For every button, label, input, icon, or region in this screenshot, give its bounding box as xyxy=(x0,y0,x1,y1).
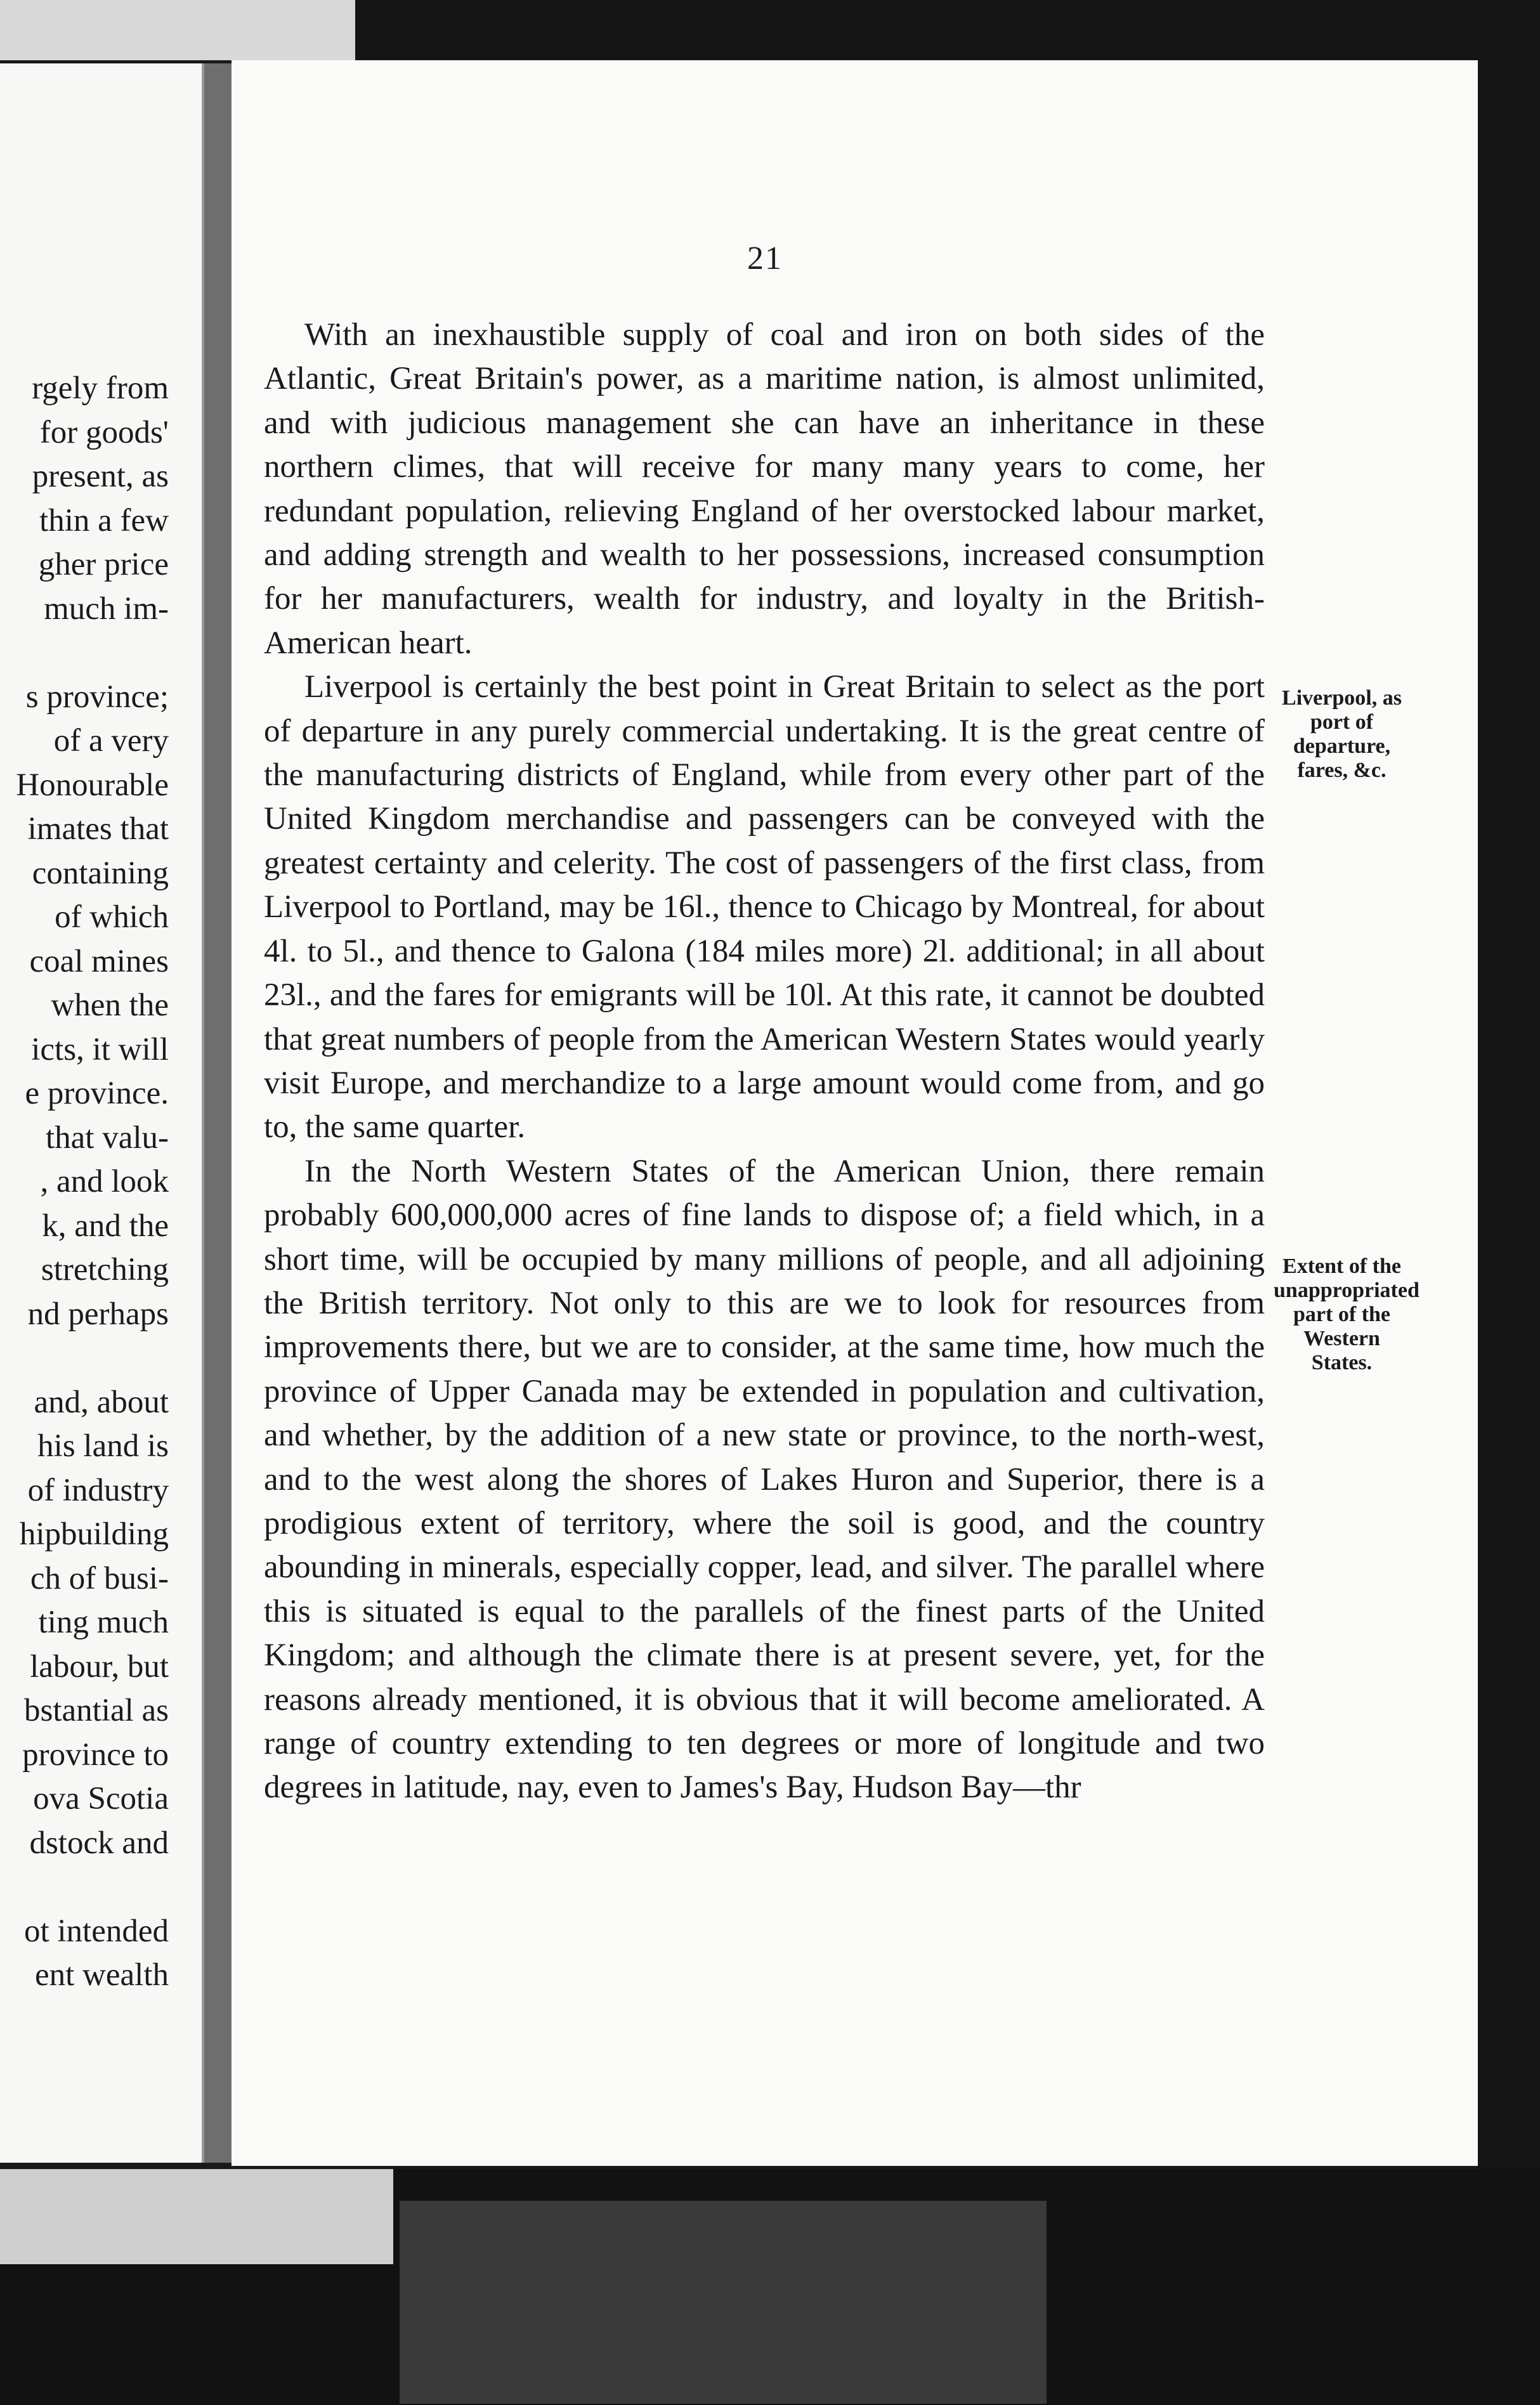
left-page-line: of a very xyxy=(53,723,169,759)
left-page-line: when the xyxy=(51,987,169,1023)
left-page-line: icts, it will xyxy=(31,1031,169,1067)
left-page-line: dstock and xyxy=(29,1825,169,1861)
paragraph-3: In the North Western States of the American Union, there remain probably 600,000,000 acres of fine lands to dispose of; a field which, in a short time, will be occupied by many millions of people, and all adjoining the British territory. Not only to this are we to look for resources from improvements there, but we are to consider, at the same time, how much the province of Upper Canada may be extended in population and cultivation, and whether, by the addition of a new state or province, to the north-west, and to the west along the shores of Lakes Huron and Superior, there is a prodigious extent of territory, where the soil is good, and the country abounding in minerals, especially copper, lead, and silver. The parallel where this is situated is equal to the parallels of the finest parts of the United Kingdom; and although the climate there is at present severe, yet, for the reasons already mentioned, it is obvious that it will become ameliorated. A range of country extending to ten degrees or more of longitude and two degrees in latitude, nay, even to James's Bay, Hudson Bay—thr xyxy=(264,1153,1265,1806)
left-page-line: and, about xyxy=(34,1384,169,1420)
left-page-line xyxy=(16,1865,169,1910)
left-page-line: imates that xyxy=(27,811,169,847)
left-page-line: gher price xyxy=(38,547,169,582)
left-page-line: his land is xyxy=(37,1428,169,1464)
left-page-line: that valu- xyxy=(45,1119,169,1156)
left-page-line: thin a few xyxy=(39,502,169,538)
left-page-line: s province; xyxy=(25,679,169,715)
left-page-line: k, and the xyxy=(42,1208,169,1244)
left-facing-page xyxy=(0,63,206,2163)
scan-background-right xyxy=(1478,0,1540,2405)
sidenote-extent: Extent of the unappropriated part of the Western States. xyxy=(1274,1255,1419,1374)
left-page-line: Honourable xyxy=(16,767,169,803)
left-page-line: stretching xyxy=(41,1252,169,1287)
left-page-line: ent wealth xyxy=(35,1957,169,1993)
left-page-line: ot intended xyxy=(23,1913,169,1949)
left-page-line: labour, but xyxy=(30,1648,169,1685)
left-page-line: ting much xyxy=(38,1605,169,1640)
scan-background-top-left xyxy=(0,0,355,60)
left-page-text xyxy=(16,367,169,1998)
left-page-line: ch of busi- xyxy=(30,1560,169,1596)
paragraph-2: Liverpool is certainly the best point in Great Britain to select as the port of departure in any purely commercial undertaking. It is the great centre of the manufacturing districts of England, while from every other part of the United Kingdom merchandise and passengers can be conveyed with the greatest certainty and celerity. The cost of passengers of the first class, from Liverpool to Portland, may be 16l., thence to Chicago by Montreal, for about 4l. to 5l., and thence to Galona (184 miles more) 2l. additional; in all about 23l., and the fares for emigrants will be 10l. At this rate, it cannot be doubted that great numbers of people from the American Western States would yearly visit Europe, and merchandize to a large amount would come from, and go to, the same quarter. xyxy=(264,669,1265,1145)
sidenote-liverpool: Liverpool, as port of departure, fares, &c. xyxy=(1282,686,1402,782)
left-page-line: nd perhaps xyxy=(27,1296,169,1332)
page-body xyxy=(264,313,1265,1810)
left-page-line: province to xyxy=(22,1737,169,1773)
left-page-line xyxy=(16,1336,169,1381)
scan-background-bottom-left xyxy=(0,2169,393,2264)
paragraph-1: With an inexhaustible supply of coal and iron on both sides of the Atlantic, Great Britain's power, as a maritime nation, is almost unlimited, and with judicious management she can have an inheritance in these northern climes, that will receive for many many years to come, her redundant population, relieving England of her overstocked labour market, and adding strength and wealth to her possessions, increased consumption for her manufacturers, wealth for industry, and loyalty in the British-American heart. xyxy=(264,317,1265,661)
page-number: 21 xyxy=(747,240,783,277)
left-page-line: hipbuilding xyxy=(19,1516,169,1552)
left-page-line: of which xyxy=(55,899,169,935)
left-page-line: much im- xyxy=(44,590,169,627)
left-page-line: present, as xyxy=(32,459,169,494)
left-page-line: of industry xyxy=(27,1472,169,1508)
left-page-line: bstantial as xyxy=(23,1693,169,1728)
left-page-line: containing xyxy=(32,855,169,891)
left-page-line: e province. xyxy=(25,1076,169,1111)
left-page-line: ova Scotia xyxy=(33,1781,169,1816)
left-page-line: , and look xyxy=(40,1164,169,1199)
left-page-line: for goods' xyxy=(39,414,169,450)
left-page-line xyxy=(16,631,169,675)
scan-background-bottom-strip xyxy=(400,2201,1047,2404)
book-gutter xyxy=(204,63,235,2163)
left-page-line: rgely from xyxy=(32,370,169,406)
left-page-line: coal mines xyxy=(29,943,169,979)
